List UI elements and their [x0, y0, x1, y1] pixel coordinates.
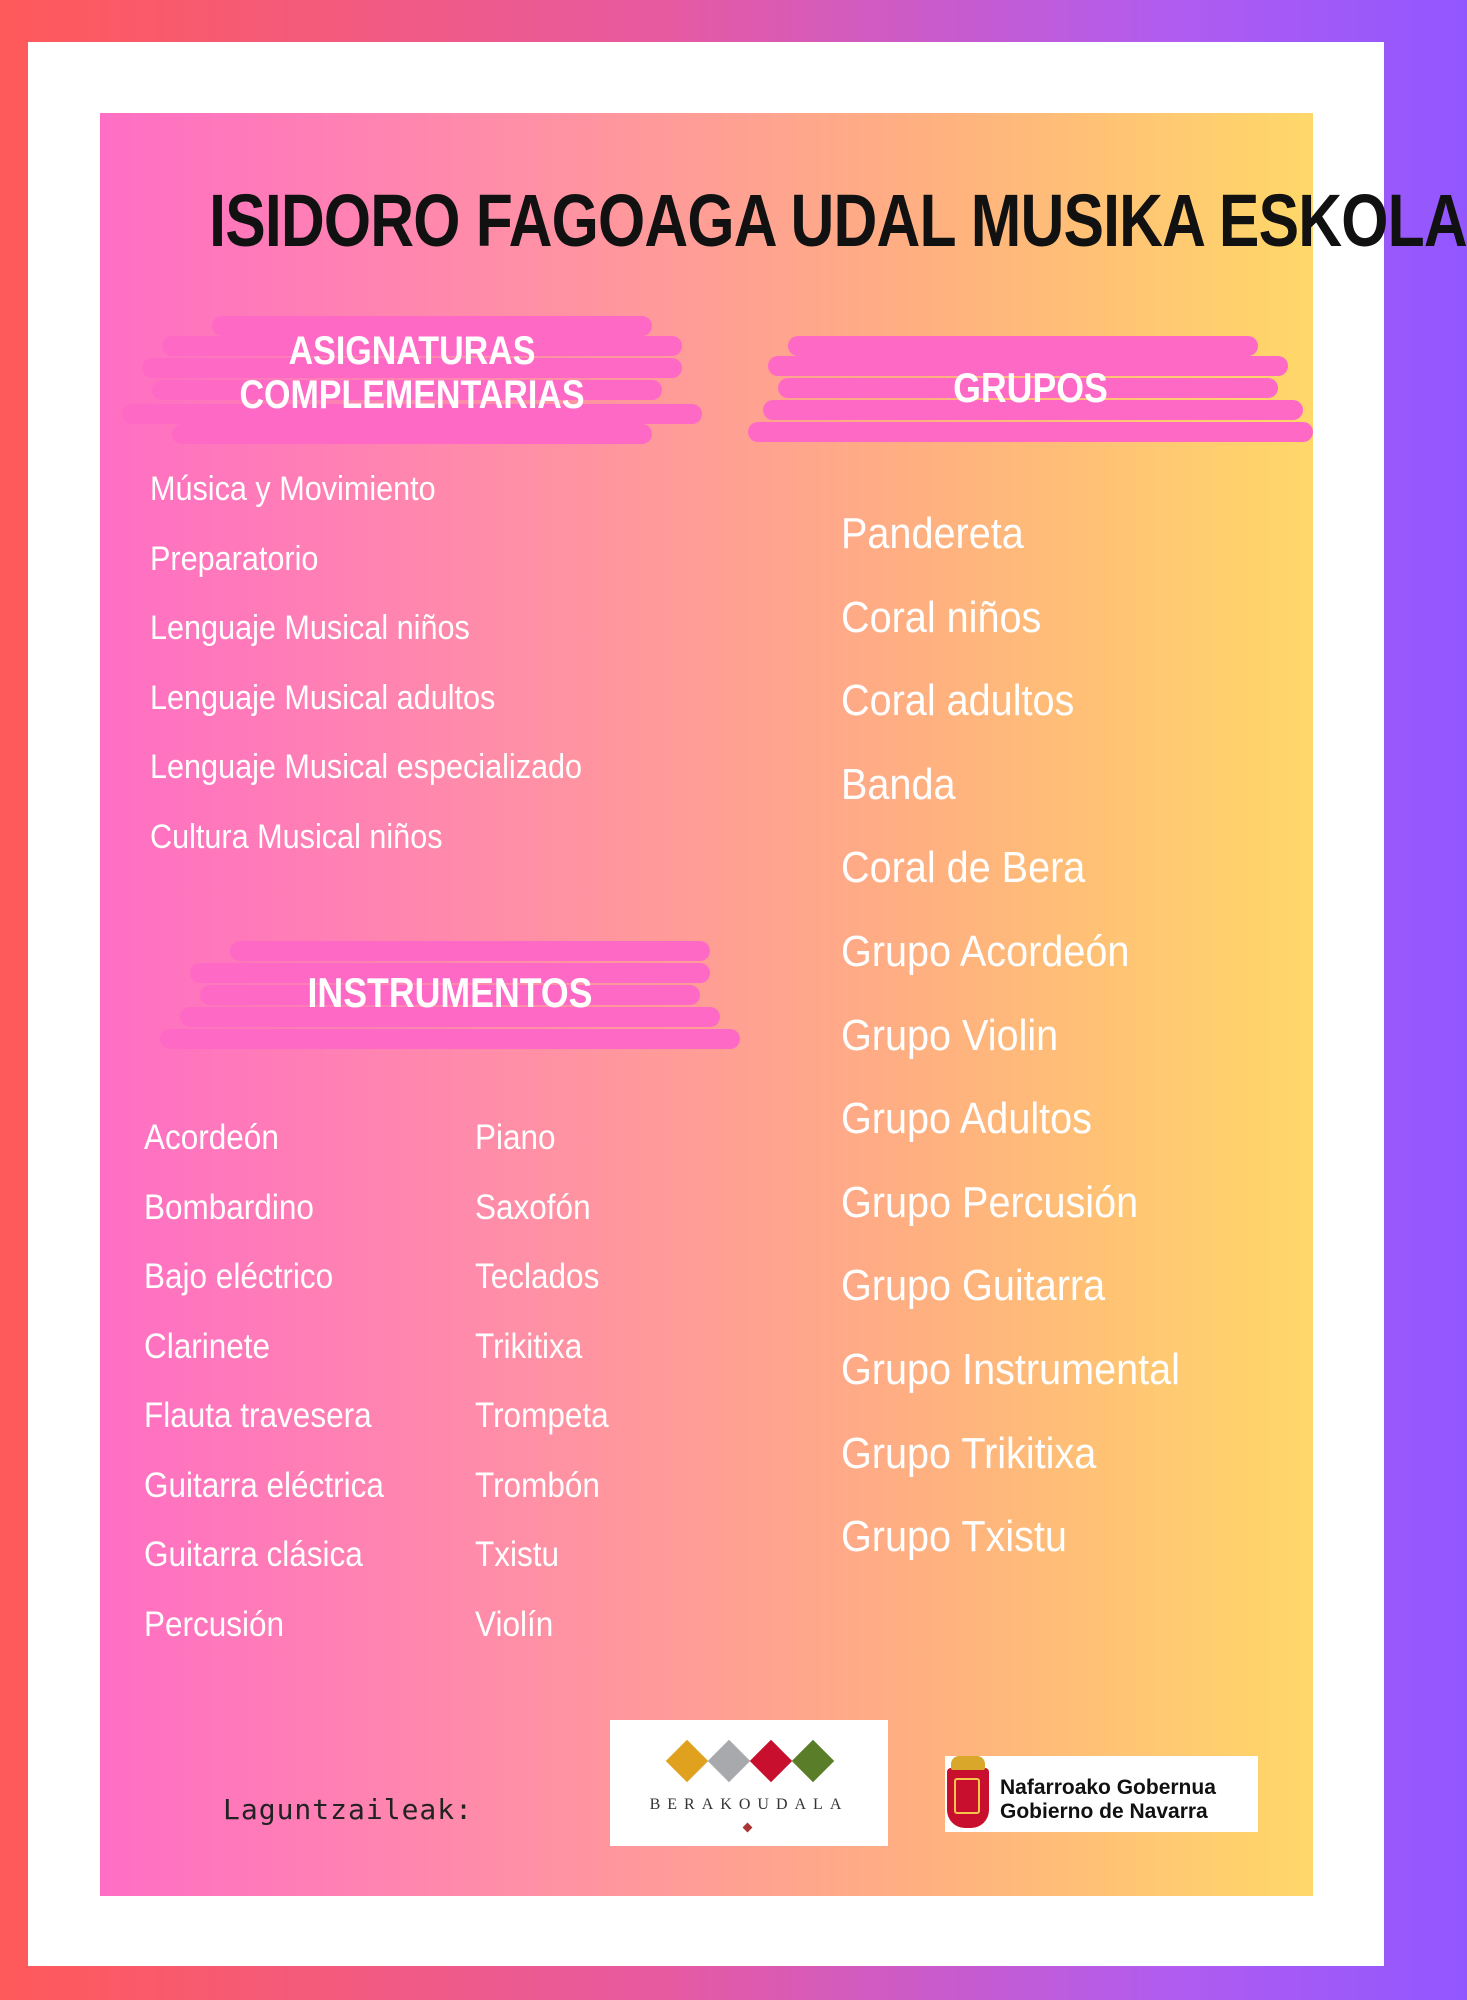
list-item: Clarinete	[144, 1326, 271, 1366]
poster	[100, 113, 1467, 1896]
list-item: Grupo Acordeón	[841, 926, 1130, 976]
list-item: Trombón	[475, 1465, 600, 1505]
list-item: Trikitixa	[475, 1326, 583, 1366]
list-item: Percusión	[144, 1604, 285, 1644]
diamond-icon	[743, 1823, 753, 1833]
bera-wordmark: BERAKOUDALA	[649, 1796, 849, 1813]
list-item: Banda	[841, 759, 956, 809]
instrumentos-col1	[144, 1103, 410, 1659]
bera-coat-of-arms-icon	[792, 1740, 834, 1782]
list-item: Coral adultos	[841, 676, 1075, 726]
complementarias-list	[150, 455, 630, 872]
chains-icon	[954, 1778, 980, 1814]
list-item: Grupo Adultos	[841, 1094, 1092, 1144]
list-item: Lenguaje Musical niños	[150, 609, 470, 647]
heading-complementarias-line2: COMPLEMENTARIAS	[239, 373, 585, 417]
navarra-name-spanish: Gobierno de Navarra	[1000, 1800, 1208, 1823]
list-item: Grupo Instrumental	[841, 1344, 1180, 1394]
list-item: Grupo Txistu	[841, 1512, 1067, 1562]
page-title: ISIDORO FAGOAGA UDAL MUSIKA ESKOLA	[209, 179, 1467, 262]
list-item: Grupo Trikitixa	[841, 1428, 1097, 1478]
heading-complementarias	[112, 308, 712, 448]
list-item: Guitarra clásica	[144, 1535, 363, 1574]
list-item: Coral niños	[841, 592, 1042, 642]
list-item: Bajo eléctrico	[144, 1257, 334, 1296]
list-item: Acordeón	[144, 1118, 279, 1157]
heading-complementarias-line1: ASIGNATURAS	[288, 329, 536, 373]
list-item: Grupo Percusión	[841, 1177, 1139, 1227]
list-item: Guitarra eléctrica	[144, 1465, 384, 1505]
list-item: Grupo Guitarra	[841, 1261, 1106, 1311]
list-item: Coral de Bera	[841, 843, 1086, 893]
list-item: Piano	[475, 1118, 556, 1157]
heading-grupos	[748, 328, 1313, 458]
list-item: Cultura Musical niños	[150, 817, 443, 856]
heading-instrumentos-label: INSTRUMENTOS	[307, 969, 593, 1016]
list-item: Lenguaje Musical especializado	[150, 748, 583, 786]
list-item: Violín	[475, 1604, 554, 1644]
list-item: Saxofón	[475, 1187, 591, 1227]
bera-coat-of-arms-icon	[708, 1740, 750, 1782]
list-item: Preparatorio	[150, 539, 319, 578]
list-item: Txistu	[475, 1535, 560, 1574]
bera-town-hall-logo	[610, 1720, 888, 1846]
list-item: Lenguaje Musical adultos	[150, 678, 496, 717]
heading-instrumentos	[160, 933, 740, 1063]
bera-coat-of-arms-icon	[666, 1740, 708, 1782]
list-item: Trompeta	[475, 1396, 609, 1435]
navarra-government-logo	[945, 1756, 1258, 1832]
heading-grupos-label: GRUPOS	[953, 364, 1108, 411]
list-item: Música y Movimiento	[150, 470, 436, 508]
crown-icon	[951, 1756, 985, 1770]
sponsors-label: Laguntzaileak:	[223, 1793, 474, 1826]
instrumentos-col2	[475, 1103, 623, 1659]
list-item: Teclados	[475, 1257, 600, 1296]
list-item: Grupo Violin	[841, 1010, 1059, 1060]
list-item: Bombardino	[144, 1187, 314, 1227]
bera-coat-of-arms-icon	[750, 1740, 792, 1782]
list-item: Flauta travesera	[144, 1396, 372, 1435]
navarra-name-basque: Nafarroako Gobernua	[1000, 1776, 1216, 1799]
grupos-list	[841, 492, 1218, 1579]
list-item: Pandereta	[841, 509, 1024, 558]
